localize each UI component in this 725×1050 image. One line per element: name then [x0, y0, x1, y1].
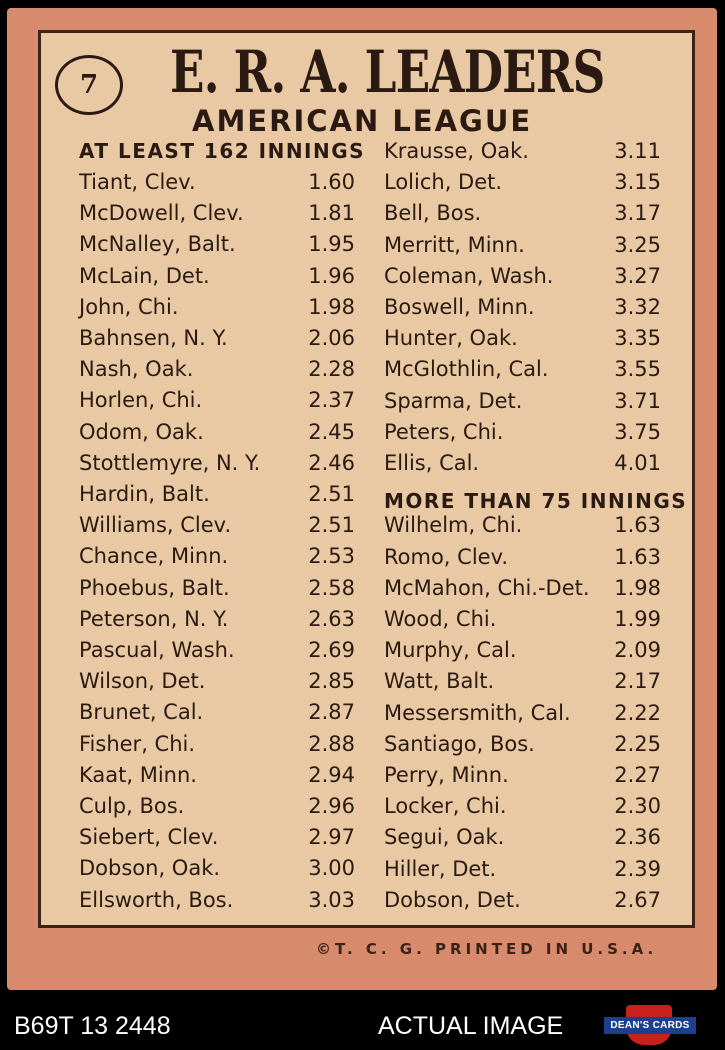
- era-value: 2.30: [614, 794, 661, 819]
- era-value: 2.97: [308, 825, 355, 850]
- pitcher-name: McGlothlin, Cal.: [384, 357, 549, 382]
- era-value: 3.15: [614, 170, 661, 195]
- card-subtitle: AMERICAN LEAGUE: [192, 104, 533, 138]
- era-value: 1.98: [308, 294, 355, 319]
- pitcher-name: Bell, Bos.: [384, 201, 482, 226]
- pitcher-name: McLain, Det.: [79, 263, 210, 288]
- era-value: 2.39: [614, 856, 661, 881]
- card-title: E. R. A. LEADERS: [170, 38, 605, 106]
- pitcher-name: Wilson, Det.: [79, 669, 206, 694]
- era-value: 2.94: [308, 762, 355, 787]
- era-row: [79, 576, 355, 606]
- era-row: [384, 513, 661, 543]
- pitcher-name: Horlen, Chi.: [79, 388, 203, 413]
- era-value: 2.17: [614, 669, 661, 694]
- era-value: 2.46: [308, 450, 355, 475]
- era-row: [79, 201, 355, 231]
- era-value: 1.81: [308, 201, 355, 226]
- pitcher-name: Dobson, Det.: [384, 887, 521, 912]
- pitcher-name: Stottlemyre, N. Y.: [79, 450, 261, 475]
- era-row: [79, 388, 355, 418]
- era-row: [384, 794, 661, 824]
- pitcher-name: Nash, Oak.: [79, 357, 194, 382]
- pitcher-name: Watt, Balt.: [384, 669, 495, 694]
- pitcher-name: John, Chi.: [79, 294, 179, 319]
- era-row: [79, 264, 355, 294]
- era-row: [79, 482, 355, 512]
- pitcher-name: McDowell, Clev.: [79, 201, 244, 226]
- pitcher-name: Hiller, Det.: [384, 856, 497, 881]
- pitcher-name: Peters, Chi.: [384, 419, 504, 444]
- era-value: 3.71: [614, 388, 661, 413]
- era-row: [79, 794, 355, 824]
- era-value: 4.01: [614, 451, 661, 475]
- logo-text: DEAN'S CARDS: [604, 1017, 696, 1034]
- era-value: 2.67: [614, 887, 661, 912]
- pitcher-name: Fisher, Chi.: [79, 731, 196, 756]
- era-row: [79, 326, 355, 356]
- era-row: [384, 295, 661, 325]
- era-row: [384, 607, 661, 637]
- pitcher-name: Coleman, Wash.: [384, 263, 554, 288]
- era-value: 2.06: [308, 326, 355, 350]
- era-row: [79, 420, 355, 450]
- pitcher-name: Chance, Minn.: [79, 544, 229, 569]
- pitcher-name: Dobson, Oak.: [79, 856, 221, 881]
- card-number: 7: [79, 70, 99, 100]
- era-row: [384, 201, 661, 231]
- pitcher-name: Locker, Chi.: [384, 794, 507, 819]
- era-value: 2.63: [308, 606, 355, 631]
- era-value: 2.88: [308, 731, 355, 756]
- era-value: 2.85: [308, 669, 355, 694]
- era-value: 2.28: [308, 357, 355, 382]
- era-value: 2.51: [308, 482, 355, 506]
- era-value: 2.51: [308, 513, 355, 538]
- era-row: [79, 888, 355, 918]
- pitcher-name: Phoebus, Balt.: [79, 575, 230, 600]
- pitcher-name: Ellis, Cal.: [384, 451, 480, 475]
- era-row: [384, 389, 661, 419]
- card-number-badge: [55, 55, 123, 115]
- era-row: [384, 669, 661, 699]
- pitcher-name: McMahon, Chi.-Det.: [384, 575, 590, 600]
- era-row: [79, 451, 355, 481]
- era-value: 3.27: [614, 263, 661, 288]
- pitcher-name: Hunter, Oak.: [384, 326, 518, 351]
- pitcher-name: Merritt, Minn.: [384, 232, 525, 257]
- era-row: [384, 170, 661, 200]
- era-row: [384, 732, 661, 762]
- era-value: 1.60: [308, 170, 355, 194]
- era-row: [384, 451, 661, 481]
- era-value: 2.25: [614, 731, 661, 756]
- pitcher-name: Williams, Clev.: [79, 513, 232, 538]
- pitcher-name: Lolich, Det.: [384, 170, 503, 195]
- era-value: 2.27: [614, 763, 661, 787]
- pitcher-name: Ellsworth, Bos.: [79, 887, 234, 912]
- pitcher-name: Tiant, Clev.: [79, 170, 196, 194]
- era-value: 3.75: [614, 419, 661, 444]
- pitcher-name: Hardin, Balt.: [79, 482, 210, 506]
- era-value: 3.55: [614, 357, 661, 382]
- era-value: 1.96: [308, 263, 355, 288]
- pitcher-name: Wilhelm, Chi.: [384, 513, 523, 538]
- pitcher-name: Messersmith, Cal.: [384, 700, 571, 725]
- era-value: 2.09: [614, 638, 661, 663]
- era-row: [79, 357, 355, 387]
- pitcher-name: Sparma, Det.: [384, 388, 523, 413]
- era-row: [384, 701, 661, 731]
- era-row: [384, 638, 661, 668]
- era-value: 1.63: [614, 513, 661, 538]
- copyright-text: ©T. C. G. PRINTED IN U.S.A.: [316, 940, 658, 958]
- era-row: [79, 700, 355, 730]
- era-value: 1.99: [614, 607, 661, 631]
- right-column-header: MORE THAN 75 INNINGS: [384, 489, 688, 513]
- era-row: [79, 544, 355, 574]
- era-value: 3.11: [614, 139, 661, 163]
- era-row: [79, 513, 355, 543]
- pitcher-name: Murphy, Cal.: [384, 638, 517, 663]
- era-value: 1.63: [614, 544, 661, 569]
- pitcher-name: Siebert, Clev.: [79, 825, 219, 850]
- era-value: 2.87: [308, 700, 355, 725]
- era-value: 2.36: [614, 825, 661, 850]
- era-row: [384, 576, 661, 606]
- era-row: [384, 420, 661, 450]
- pitcher-name: Wood, Chi.: [384, 607, 497, 631]
- pitcher-name: Segui, Oak.: [384, 825, 505, 850]
- era-row: [79, 638, 355, 668]
- era-value: 2.53: [308, 544, 355, 569]
- pitcher-name: Kaat, Minn.: [79, 762, 197, 787]
- era-row: [79, 607, 355, 637]
- era-row: [384, 326, 661, 356]
- pitcher-name: Santiago, Bos.: [384, 731, 535, 756]
- era-value: 1.98: [614, 575, 661, 600]
- era-value: 3.03: [308, 887, 355, 912]
- pitcher-name: Boswell, Minn.: [384, 295, 535, 319]
- era-row: [79, 763, 355, 793]
- pitcher-name: Culp, Bos.: [79, 794, 185, 818]
- footer-id: B69T 13 2448: [14, 1012, 171, 1040]
- era-value: 2.96: [308, 794, 355, 818]
- pitcher-name: Romo, Clev.: [384, 544, 509, 569]
- pitcher-name: Brunet, Cal.: [79, 700, 204, 725]
- pitcher-name: Odom, Oak.: [79, 419, 204, 444]
- pitcher-name: Krausse, Oak.: [384, 139, 529, 163]
- era-row: [384, 357, 661, 387]
- era-value: 3.17: [614, 201, 661, 226]
- era-row: [384, 264, 661, 294]
- era-row: [384, 233, 661, 263]
- era-row: [79, 295, 355, 325]
- era-value: 3.35: [614, 326, 661, 351]
- pitcher-name: Perry, Minn.: [384, 763, 509, 787]
- footer-actual-image: ACTUAL IMAGE: [378, 1012, 564, 1040]
- era-value: 2.37: [308, 388, 355, 413]
- era-value: 2.22: [614, 700, 661, 725]
- era-value: 2.69: [308, 638, 355, 662]
- era-row: [384, 857, 661, 887]
- era-value: 2.58: [308, 575, 355, 600]
- pitcher-name: Pascual, Wash.: [79, 638, 235, 662]
- left-column-header: AT LEAST 162 INNINGS: [79, 139, 366, 163]
- era-value: 1.95: [308, 232, 355, 257]
- pitcher-name: Peterson, N. Y.: [79, 606, 229, 631]
- era-row: [384, 545, 661, 575]
- era-row: [79, 170, 355, 200]
- pitcher-name: Bahnsen, N. Y.: [79, 326, 228, 350]
- era-value: 3.00: [308, 856, 355, 881]
- era-row: [79, 856, 355, 886]
- era-row: [79, 825, 355, 855]
- era-row: [79, 732, 355, 762]
- era-row: [384, 763, 661, 793]
- pitcher-name: McNalley, Balt.: [79, 232, 236, 257]
- era-value: 3.25: [614, 232, 661, 257]
- era-row: [384, 888, 661, 918]
- era-value: 3.32: [614, 295, 661, 319]
- era-row: [79, 669, 355, 699]
- era-row: [384, 825, 661, 855]
- era-row: [384, 139, 661, 169]
- era-value: 2.45: [308, 419, 355, 444]
- deans-cards-logo-icon: [604, 1005, 696, 1045]
- era-row: [79, 232, 355, 262]
